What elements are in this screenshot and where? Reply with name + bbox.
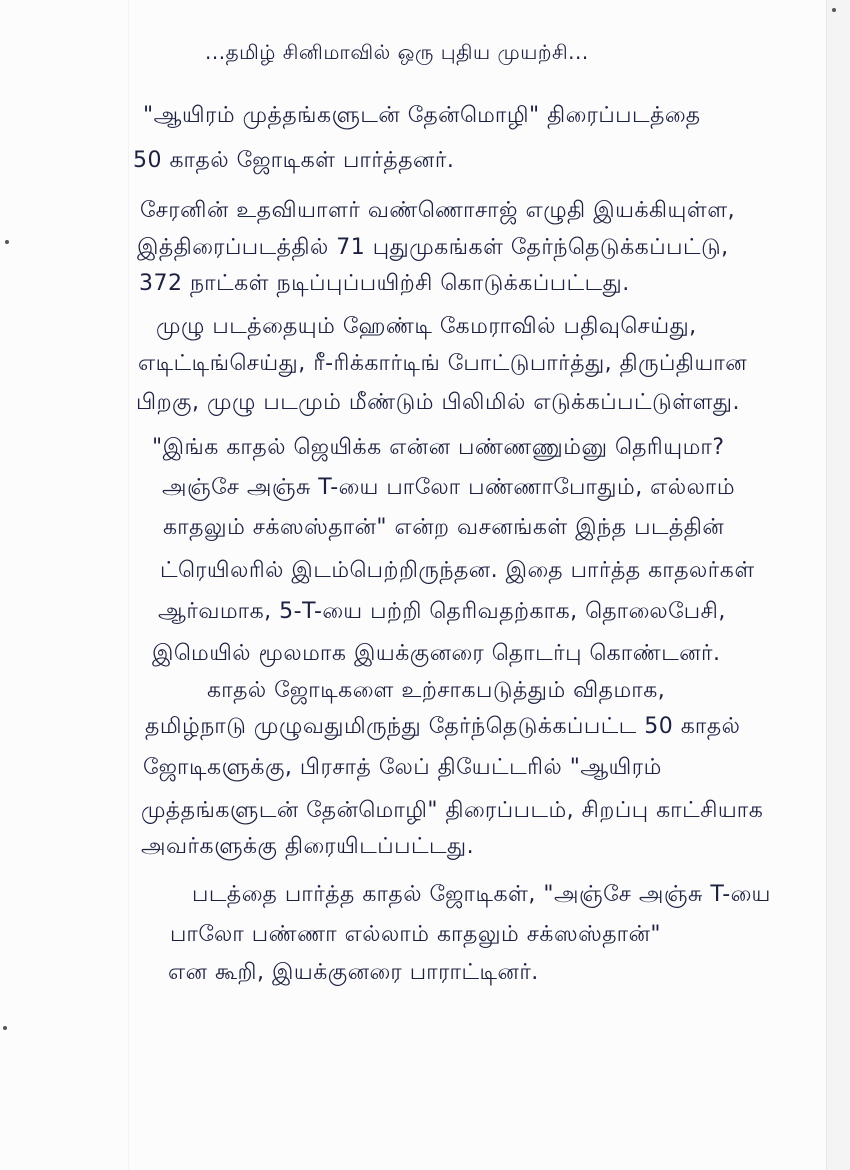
text-line: 372 நாட்கள் நடிப்புப்பயிற்சி கொடுக்கப்பட்டது.	[139, 271, 630, 296]
text-line: சேரனின் உதவியாளர் வண்ணொசாஜ் எழுதி இயக்கியுள்ள,	[140, 198, 736, 223]
paper-fold-line	[128, 0, 129, 1170]
text-line: முத்தங்களுடன் தேன்மொழி" திரைப்படம், சிறப்பு காட்சியாக	[141, 798, 764, 823]
text-line: ட்ரெயிலரில் இடம்பெற்றிருந்தன. இதை பார்த்த காதலர்கள்	[160, 558, 755, 583]
text-line: காதலும் சக்ஸஸ்தான்" என்ற வசனங்கள் இந்த படத்தின்	[163, 515, 725, 540]
document-title: ...தமிழ் சினிமாவில் ஒரு புதிய முயற்சி...	[205, 40, 589, 64]
text-line: படத்தை பார்த்த காதல் ஜோடிகள், "அஞ்சே அஞ்சு T-யை	[192, 882, 771, 907]
margin-mark	[5, 240, 9, 244]
text-line: அஞ்சே அஞ்சு T-யை பாலோ பண்ணாபோதும், எல்லாம்	[162, 475, 736, 500]
text-line: "ஆயிரம் முத்தங்களுடன் தேன்மொழி" திரைப்படத்தை	[143, 103, 701, 128]
text-line: என கூறி, இயக்குனரை பாராட்டினர்.	[168, 960, 539, 985]
text-line: பிறகு, முழு படமும் மீண்டும் பிலிமில் எடுக்கப்பட்டுள்ளது.	[136, 390, 740, 415]
text-line: இமெயில் மூலமாக இயக்குனரை தொடர்பு கொண்டனர்.	[152, 641, 721, 666]
text-line: ஜோடிகளுக்கு, பிரசாத் லேப் தியேட்டரில் "ஆயிரம்	[143, 755, 662, 780]
text-line: காதல் ஜோடிகளை உற்சாகபடுத்தும் விதமாக,	[207, 678, 666, 703]
text-line: முழு படத்தையும் ஹேண்டி கேமராவில் பதிவுசெய்து,	[156, 314, 697, 339]
text-line: ஆர்வமாக, 5-T-யை பற்றி தெரிவதற்காக, தொலைபேசி,	[158, 599, 726, 624]
margin-mark	[832, 8, 836, 12]
text-line: அவர்களுக்கு திரையிடப்பட்டது.	[141, 834, 475, 859]
text-line: தமிழ்நாடு முழுவதுமிருந்து தேர்ந்தெடுக்கப்பட்ட 50 காதல்	[145, 714, 741, 739]
text-line: "இங்க காதல் ஜெயிக்க என்ன பண்ணணும்னு தெரியுமா?	[152, 435, 725, 460]
text-line: 50 காதல் ஜோடிகள் பார்த்தனர்.	[133, 148, 455, 173]
text-line: எடிட்டிங்செய்து, ரீ-ரிக்கார்டிங் போட்டுபார்த்து, திருப்தியான	[138, 351, 748, 376]
margin-mark	[3, 1026, 7, 1030]
text-line: இத்திரைப்படத்தில் 71 புதுமுகங்கள் தேர்ந்தெடுக்கப்பட்டு,	[137, 235, 729, 260]
text-line: பாலோ பண்ணா எல்லாம் காதலும் சக்ஸஸ்தான்"	[170, 922, 662, 947]
